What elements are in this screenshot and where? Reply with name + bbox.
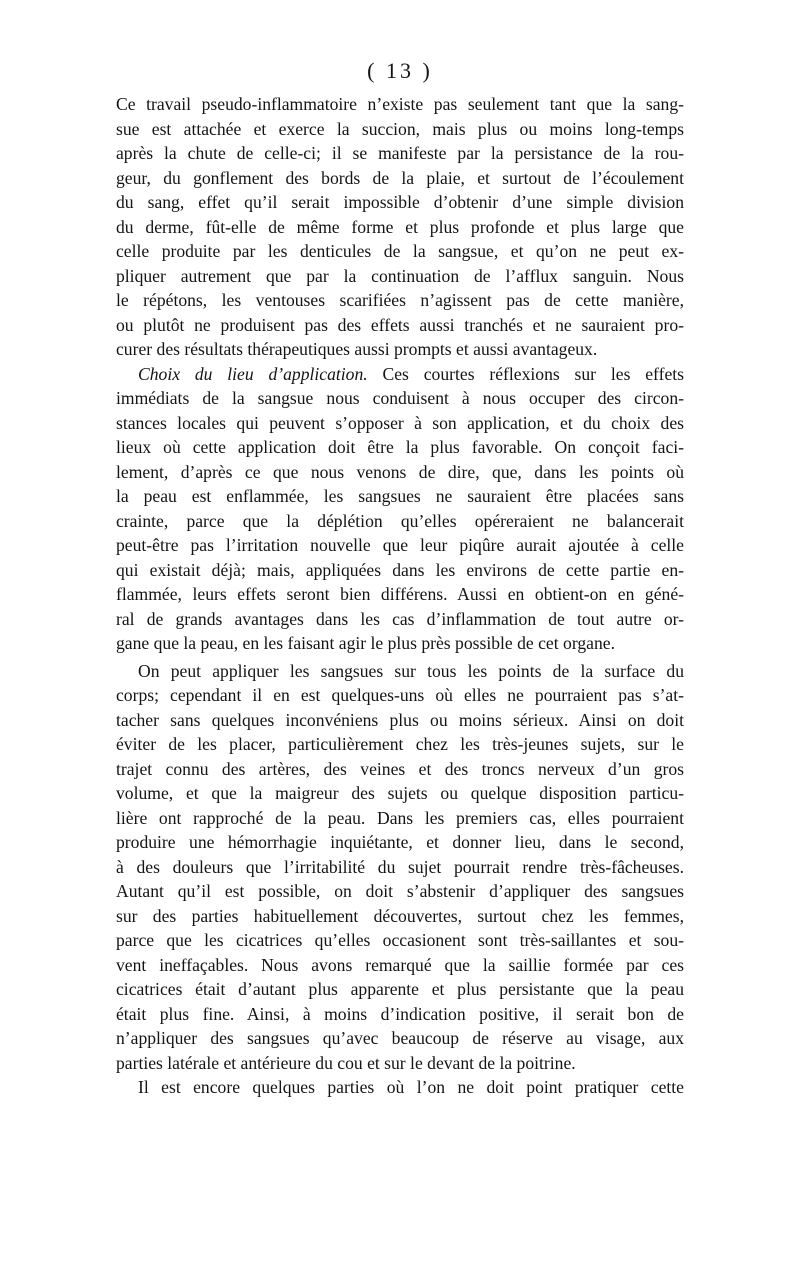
- text-line: à des douleurs que l’irritabilité du sujet pourrait rendre très-fâcheuses.: [116, 856, 684, 877]
- text-line: Autant qu’il est possible, on doit s’abstenir d’appliquer des sangsues: [116, 881, 684, 901]
- text-line: parties latérale et antérieure du cou et sur le devant de la poitrine.: [116, 1052, 576, 1073]
- text-line: [116, 362, 684, 387]
- text-line: produire une hémorrhagie inquiétante, et donner lieu, dans le second,: [116, 832, 684, 852]
- text-line: Ce travail pseudo-inflammatoire n’existe pas seulement tant que la sang-: [116, 94, 684, 114]
- text-line: cicatrices était d’autant plus apparente et plus persistante que la peau: [116, 979, 684, 999]
- text-line: trajet connu des artères, des veines et des troncs nerveux d’un gros: [116, 758, 684, 779]
- paragraph: [116, 1075, 684, 1100]
- body-text: [116, 92, 684, 1100]
- text-line: lieux où cette application doit être la plus favorable. On conçoit faci-: [116, 437, 684, 457]
- text-line: peut-être pas l’irritation nouvelle que leur piqûre aurait ajoutée à celle: [116, 535, 684, 555]
- text-line: ou plutôt ne produisent pas des effets aussi tranchés et ne sauraient pro-: [116, 314, 684, 335]
- text-line: ral de grands avantages dans les cas d’inflammation de tout autre or-: [116, 608, 684, 629]
- text-line: gane que la peau, en les faisant agir le plus près possible de cet organe.: [116, 633, 615, 653]
- text-run: Ces courtes réflexions sur les effets: [382, 363, 684, 384]
- text-line: stances locales qui peuvent s’opposer à son application, et du choix des: [116, 412, 684, 433]
- text-line: qui existait déjà; mais, appliquées dans les environs de cette partie en-: [116, 559, 684, 580]
- text-line: celle produite par les denticules de la sangsue, et qu’on ne peut ex-: [116, 241, 684, 261]
- paragraph: [116, 92, 684, 362]
- text-line: geur, du gonflement des bords de la plaie, et surtout de l’écoulement: [116, 167, 684, 188]
- page-number: ( 13 ): [367, 58, 433, 83]
- paragraph: [116, 659, 684, 1076]
- text-line: était plus fine. Ainsi, à moins d’indication positive, il serait bon de: [116, 1003, 684, 1024]
- text-line: du sang, effet qu’il serait impossible d’obtenir d’une simple division: [116, 192, 684, 212]
- text-line: On peut appliquer les sangsues sur tous les points de la surface du: [138, 660, 684, 681]
- text-line: lière ont rapproché de la peau. Dans les premiers cas, elles pourraient: [116, 807, 684, 828]
- text-line: lement, d’après ce que nous venons de dire, que, dans les points où: [116, 461, 684, 482]
- text-line: du derme, fût-elle de même forme et plus profonde et plus large que: [116, 216, 684, 237]
- text-line: crainte, parce que la déplétion qu’elles opéreraient ne balancerait: [116, 510, 684, 531]
- text-line: éviter de les placer, particulièrement chez les très-jeunes sujets, sur le: [116, 734, 684, 754]
- text-line: pliquer autrement que par la continuation de l’afflux sanguin. Nous: [116, 265, 684, 286]
- text-line: après la chute de celle-ci; il se manifeste par la persistance de la rou-: [116, 143, 684, 163]
- paragraph: [116, 362, 684, 656]
- text-line: n’appliquer des sangsues qu’avec beaucoup de réserve au visage, aux: [116, 1028, 684, 1048]
- text-line: flammée, leurs effets seront bien différens. Aussi en obtient-on en géné-: [116, 584, 684, 604]
- text-line: immédiats de la sangsue nous conduisent à nous occuper des circon-: [116, 388, 684, 408]
- text-line: tacher sans quelques inconvéniens plus ou moins sérieux. Ainsi on doit: [116, 709, 684, 730]
- text-line: curer des résultats thérapeutiques aussi prompts et aussi avantageux.: [116, 339, 598, 359]
- text-line: sue est attachée et exerce la succion, mais plus ou moins long-temps: [116, 118, 684, 139]
- text-line: corps; cependant il en est quelques-uns où elles ne pourraient pas s’at-: [116, 685, 684, 705]
- text-line: vent ineffaçables. Nous avons remarqué que la saillie formée par ces: [116, 954, 684, 975]
- section-heading: Choix du lieu d’application.: [138, 363, 368, 384]
- text-line: Il est encore quelques parties où l’on ne doit point pratiquer cette: [138, 1077, 684, 1097]
- text-line: sur des parties habituellement découvertes, surtout chez les femmes,: [116, 905, 684, 926]
- text-line: la peau est enflammée, les sangsues ne sauraient être placées sans: [116, 486, 684, 506]
- text-line: volume, et que la maigreur des sujets ou quelque disposition particu-: [116, 783, 684, 803]
- text-line: le répétons, les ventouses scarifiées n’agissent pas de cette manière,: [116, 290, 684, 310]
- text-line: parce que les cicatrices qu’elles occasionent sont très-saillantes et sou-: [116, 930, 684, 950]
